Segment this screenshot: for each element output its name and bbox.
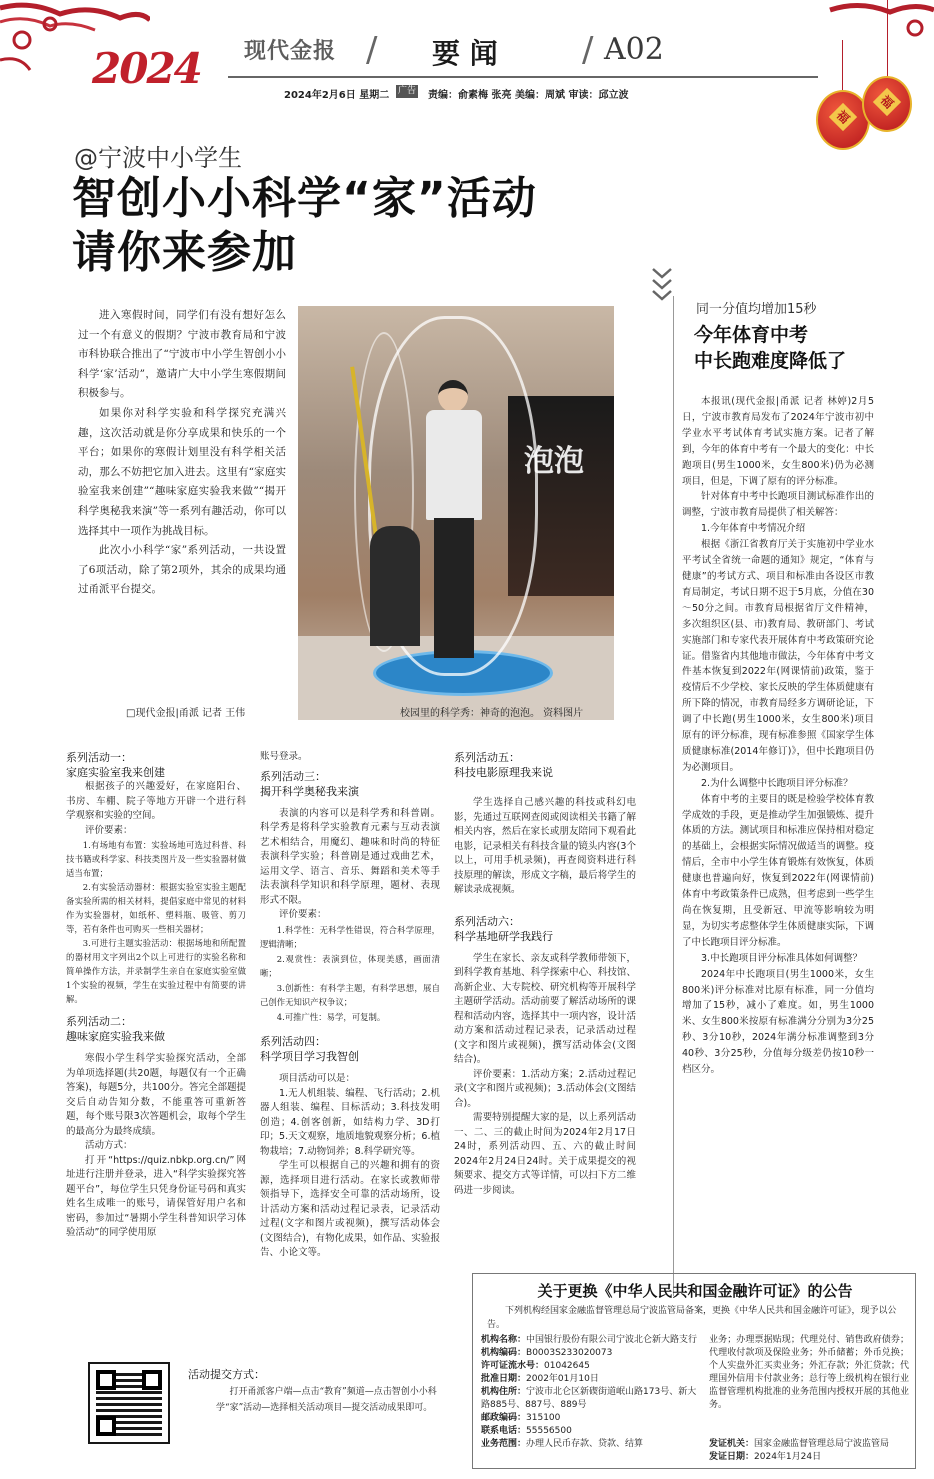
activity-4-text: 1.无人机组装、编程、飞行活动；2.机器人组装、编程、目标活动；3.科技发明创造；4.创客创新，如结构力学、3D打印；5.天文观察，地质地貌观察分析；6.植物栽培；7.动物饲养；8.科学研究等。 xyxy=(260,1087,440,1157)
activity-2-title: 系列活动二： xyxy=(66,1015,132,1028)
notice-row: 邮政编码：315100 xyxy=(481,1413,561,1423)
activity-4-text: 学生可以根据自己的兴趣和拥有的资源，选择项目进行活动。在家长或教师带领指导下，选择安全可靠的活动场所，设计活动方案和活动过程记录表，记录活动过程(文字和图片或视频)，撰写活动体会(文图结合)，有物化成果，如作品、实验报告、小论文等。 xyxy=(260,1160,440,1258)
sidebar-question: 2.为什么调整中长跑项目评分标准？ xyxy=(701,777,853,789)
sidebar-paragraph: 2024年中长跑项目(男生1000米，女生800米)评分标准对比原有标准，同一分值均增加了15秒，减小了难度。如，男生1000米、女生800米按原有标准满分分别为3分25秒、3分10秒，2024年满分标准调整到3分40秒、3分25秒，分值每分级差仍按10秒一档区分。 xyxy=(682,968,874,1076)
deadline-notice: 需要特别提醒大家的是，以上系列活动一、二、三的截止时间为2024年2月17日24时，系列活动四、五、六的截止时间2024年2月24日24时。关于成果提交的视频要求、提交方式等详情，可以扫下方二维码进一步阅读。 xyxy=(454,1112,636,1196)
activity-3-eval-item: 3.创新性：有科学主题，有科学思想，展自己创作无知识产权争议； xyxy=(260,982,440,1007)
editor-line: 责编：俞素梅 张亮 美编：周斌 审读：邱立波 xyxy=(428,90,629,101)
activity-3-eval-item: 1.科学性：无科学性错误，符合科学原理，逻辑清晰； xyxy=(260,924,440,949)
notice-row: 批准日期：2002年01月10日 xyxy=(481,1374,599,1384)
photo-boy-legs xyxy=(434,518,474,658)
notice-row: 业务范围：办理人民币存款、贷款、结算 xyxy=(481,1439,644,1449)
activity-6-subtitle: 科学基地研学我践行 xyxy=(454,929,553,943)
activity-1-eval-item: 3.可进行主题实验活动：根据场地和所配置的器材用文字列出2个以上可进行的实验名称和简单操作方法，并录制学生亲自在家庭实验室做1个实验的视频，学生在实验过程中有简要的讲解。 xyxy=(66,938,246,1004)
paper-name: 现代金报 xyxy=(244,39,337,64)
activity-6-text: 学生在家长、亲友或科学教师带领下，到科学教育基地、科学探索中心、科技馆、高新企业、大专院校、研究机构等开展科学主题研学活动。活动前要了解活动场所的课程和活动内容，选择其中一项内容，设计活动方案和活动过程记录表，记录活动过程(文字和图片或视频)，撰写活动体会(文图结合)。 xyxy=(454,952,636,1065)
activity-1-eval-item: 1.有场地有布置：实验场地可选过科普、科技书籍或科学家、科技类图片及一些实验器材做适当布置； xyxy=(66,840,246,878)
notice-row: 联系电话：55556500 xyxy=(481,1426,572,1436)
sidebar-kicker: 同一分值均增加15秒 xyxy=(696,302,817,317)
masthead xyxy=(0,0,934,127)
ad-badge: 广告 xyxy=(398,86,417,96)
notice-box xyxy=(472,1273,916,1469)
notice-details xyxy=(481,1334,703,1451)
notice-row: 机构名称：中国银行股份有限公司宁波北仑新大路支行 xyxy=(481,1335,698,1345)
sidebar-body xyxy=(682,394,874,1078)
qr-corner xyxy=(142,1370,162,1390)
main-headline-2: 请你来参加 xyxy=(72,227,297,278)
lantern-fu-1: 福 xyxy=(829,103,857,131)
cloud-ornament-right xyxy=(820,0,934,60)
activity-6-eval: 评价要素：1.活动方案；2.活动过程记录(文字和图片或视频)；3.活动体会(文图结合)。 xyxy=(454,1068,636,1109)
intro-text xyxy=(78,306,286,600)
photo-caption: 校园里的科学秀：神奇的泡泡。 资料图片 xyxy=(400,708,584,719)
lantern-fu-2: 福 xyxy=(873,88,901,116)
column-1 xyxy=(66,750,246,1241)
sidebar-question: 3.中长跑项目评分标准具体如何调整？ xyxy=(701,952,863,964)
notice-row: 许可证流水号：01042645 xyxy=(481,1361,590,1371)
main-kicker: @宁波中小学生 xyxy=(74,144,242,172)
activity-2-subtitle: 趣味家庭实验我来做 xyxy=(66,1030,165,1043)
date-line: 2024年2月6日 星期二 xyxy=(284,90,390,101)
sidebar-headline-1: 今年体育中考 xyxy=(694,324,809,346)
sidebar-headline-2: 中长跑难度降低了 xyxy=(694,350,847,372)
masthead-slash-1: / xyxy=(366,30,378,70)
photo-helper xyxy=(370,526,420,646)
notice-intro: 下列机构经国家金融监督管理总局宁波监管局备案，更换《中华人民共和国金融许可证》，现予以公告。 xyxy=(487,1306,897,1330)
sidebar-paragraph: 根据《浙江省教育厅关于实施初中学业水平考试全省统一命题的通知》规定，“体育与健康”的考试方式、项目和标准由各设区市教育局制定，考试日期不迟于5月底，分值在30～50分之间。市教育局根据省厅文件精神，多次组织区(县、市)教育局、教研部门、考试实施部门和专家代表开展体育中考政策研究论证。借鉴省内其他地市做法，今年体育中考文件基本恢复到2022年(网课情前)政策，鉴于疫情后不少学校、家长反映的学生体质健康有所下降的情况，市教育局经多方调研论证，下调了中长跑(男生1000米，女生800米)项目原有的评分标准，现有标准参照《国家学生体质健康标准(2014年修订)》，但中长跑项目仍为必测项目。 xyxy=(682,539,874,773)
activity-1-title: 系列活动一： xyxy=(66,751,132,764)
photo-boy-body xyxy=(426,410,482,520)
activity-3-eval-item: 4.可推广性：易学，可复制。 xyxy=(276,1011,386,1022)
chevron-down-icon xyxy=(650,266,674,302)
activity-4-subtitle: 科学项目学习我智创 xyxy=(260,1050,359,1063)
activity-2-mode-text: 打开“https://quiz.nbkp.org.cn/”网址进行注册并登录，进入“科学实验探究答题平台”，每位学生只凭身份证号码和真实姓名生成唯一的账号，请保管好用户名和密码，参加过“暑期小学生科普知识学习体验活动”的同学使用原 xyxy=(66,1154,246,1238)
activity-3-eval-label: 评价要素： xyxy=(279,909,327,920)
activity-1-text: 根据孩子的兴趣爱好，在家庭阳台、书房、车棚、院子等地方开辟一个进行科学观察和实验的空间。 xyxy=(66,781,246,821)
submission-box xyxy=(66,1356,460,1450)
photo-boy-head xyxy=(438,380,468,412)
sidebar-paragraph: 针对体育中考中长跑项目测试标准作出的调整，宁波市教育局提供了相关解答： xyxy=(682,491,874,519)
masthead-slash-2: / xyxy=(582,30,594,70)
activity-5-subtitle: 科技电影原理我来说 xyxy=(454,766,553,779)
activity-3-text: 表演的内容可以是科学秀和科普剧。科学秀是将科学实验教育元素与互动表演艺术相结合，用魔幻、趣味和时尚的特征表演科学实验；科普剧是通过戏曲艺术，运用文学、语言、音乐、舞蹈和美术等手法表演科学知识和科学原理，题材、表现形式不限。 xyxy=(260,807,440,906)
notice-row: 机构编码：B0003S233020073 xyxy=(481,1348,613,1358)
activity-5-title: 系列活动五： xyxy=(454,751,520,764)
activity-4-text: 项目活动可以是： xyxy=(279,1073,356,1084)
activity-1-eval-label: 评价要素： xyxy=(85,824,133,836)
submission-label: 活动提交方式： xyxy=(188,1368,265,1381)
section-name: 要 闻 xyxy=(432,37,498,70)
notice-issuer: 发证机关：国家金融监督管理总局宁波监管局 发证日期：2024年1月24日 xyxy=(709,1439,890,1462)
main-headline-1: 智创小小科学“家”活动 xyxy=(72,173,537,224)
masthead-rule xyxy=(228,76,818,78)
activity-1-subtitle: 家庭实验室我来创建 xyxy=(66,766,165,779)
qr-corner xyxy=(96,1416,116,1436)
sidebar-question: 1.今年体育中考情况介绍 xyxy=(701,523,806,535)
column-3 xyxy=(454,750,636,1198)
byline: □现代金报|甬派 记者 王伟 xyxy=(126,708,246,719)
intro-paragraph: 此次小小科学“家”系列活动，一共设置了6项活动，除了第2项外，其余的成果均通过甬派平台提交。 xyxy=(78,544,286,596)
activity-3-eval-item: 2.观赏性：表演到位，体现美感，画面清晰； xyxy=(260,953,440,978)
intro-paragraph: 如果你对科学实验和科学探究充满兴趣，这次活动就是你分享成果和快乐的一个平台；如果你的寒假计划里没有科学相关活动，那么不妨把它加入进去。这里有“家庭实验室我来创建”“趣味家庭实验我来做”“揭开科学奥秘我来演”等一系列有趣活动，你可以选择其中一项作为挑战目标。 xyxy=(78,406,286,537)
column-2 xyxy=(260,750,440,1261)
activity-2-text: 寒假小学生科学实验探究活动，全部为单项选择题(共20题，每题仅有一个正确答案)，每题5分，共100分。答完全部题提交后自动告知分数，不能重答可重新答题，每个账号限3次答题机会，取每个学生的最高分为最终成绩。 xyxy=(66,1053,246,1137)
activity-3-title: 系列活动三： xyxy=(260,769,326,783)
notice-row: 机构住所：宁波市北仑区新碶街道岷山路173号、新大路885号、887号、889号 xyxy=(481,1387,697,1410)
sidebar-paragraph: 本报讯(现代金报|甬派 记者 林婷)2月5日，宁波市教育局发布了2024年宁波市初中学业水平考试体育考试实施方案。记者了解到，今年的体育中考有一个最大的变化：中长跑项目(男生1000米，女生800米)仍为必测项目，但是，下调了原有的评分标准。 xyxy=(682,396,874,487)
activity-2-mode-label: 活动方式： xyxy=(85,1140,133,1151)
intro-paragraph: 进入寒假时间，同学们有没有想好怎么过一个有意义的假期？宁波市教育局和宁波市科协联合推出了“宁波市中小学生智创小小科学‘家’活动”，邀请广大中小学生寒假期间积极参与。 xyxy=(78,309,286,400)
sidebar-paragraph: 体育中考的主要目的既是检验学校体育教学成效的手段，更是推动学生加强锻炼、提升体质的方法。测试项目和标准应保持相对稳定的基础上，会根据实际情况做适当的调整。疫情后，全市中小学生体育锻炼有效恢复，体质健康也普遍向好，恢复到2022年(网课情前)体育中考政策条件已成熟，但考虑到一些学生尚在恢复期，且受新冠、甲流等影响较为明显，为切实考虑整体学生体质健康实际，下调了中长跑项目评分标准。 xyxy=(682,793,874,948)
lantern-string-2 xyxy=(887,0,888,78)
submission-text: 打开甬派客户端—点击“教育”频道—点击智创小小科学“家”活动—选择相关活动项目—提交活动成果即可。 xyxy=(216,1387,437,1413)
sidebar-divider xyxy=(673,296,674,1296)
notice-business-scope: 业务；办理票据贴现；代理兑付、销售政府债券；代理收付款项及保险业务；外币储蓄；外币兑换；个人实盘外汇买卖业务；外汇存款；外汇贷款；代理国外信用卡付款业务；总行等上级机构在银行业监督管理机构批准的业务范围内授权开展的其他业务。 xyxy=(709,1335,909,1410)
activity-3-subtitle: 揭开科学奥秘我来演 xyxy=(260,784,359,798)
year-logo: 2024 xyxy=(92,44,201,93)
activity-5-text: 学生选择自己感兴趣的科技或科幻电影，先通过互联网查阅或阅读相关书籍了解相关内容，然后在家长或朋友陪同下观看此电影，记录相关有科技含量的镜头内容(3个以上，可用手机录频)，再查阅资料进行科技原理的解读，形成文字稿，最后将学生的解读录成视频。 xyxy=(454,797,636,895)
qr-corner xyxy=(96,1370,116,1390)
activity-1-eval-item: 2.有实验活动器材：根据实验室实验主题配备实验所需的相关材料，提倡家庭中常见的材料作为实验器材，如纸杯、塑料瓶、吸管、剪刀等，若有条件也可购买一些相关器材； xyxy=(66,882,246,934)
page-number: A02 xyxy=(604,32,664,67)
photo-screen-text: 泡泡 xyxy=(524,444,584,479)
bubble-photo xyxy=(298,306,614,720)
activity-6-title: 系列活动六： xyxy=(454,914,520,928)
notice-title: 关于更换《中华人民共和国金融许可证》的公告 xyxy=(537,1282,853,1300)
activity-4-title: 系列活动四： xyxy=(260,1035,326,1048)
column-2-continuation: 账号登录。 xyxy=(260,751,308,762)
